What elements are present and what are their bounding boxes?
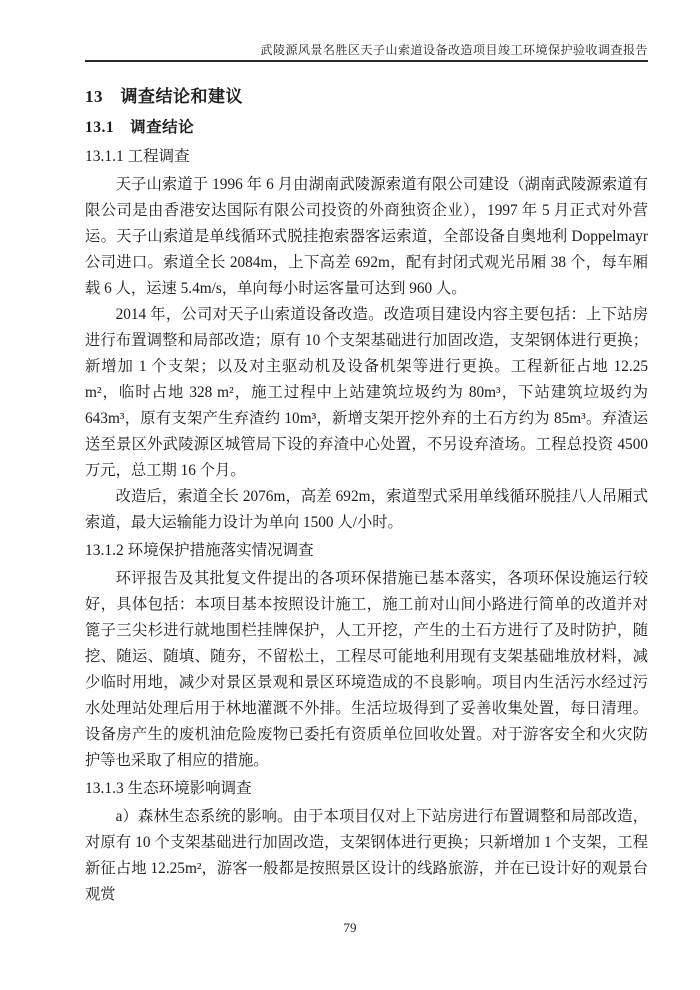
paragraph-cableway-construction: 天子山索道于 1996 年 6 月由湖南武陵源索道有限公司建设（湖南武陵源索道有限公司是由香港安达国际有限公司投资的外商独资企业），1997 年 5 月正式对外营运。天子山索道是单线循环式脱挂抱索器客运索道，全部设备自奥地利 Doppelmayr 公司进口。索道全长 2084m，上下高差 692m，配有封闭式观光吊厢 38 个，每车厢载 6 人，运速 5.4m/s，单向每小时运客量可达到 960 人。 [85,176,648,297]
paragraph-after-renovation: 改造后，索道全长 2076m，高差 692m，索道型式采用单线循环脱挂八人吊厢式索道，最大运输能力设计为单向 1500 人/小时。 [85,488,648,531]
chapter-heading: 13 调查结论和建议 [85,87,243,106]
header-rule [85,60,648,62]
page-number: 79 [343,920,357,935]
running-header [85,41,648,58]
paragraph-renovation-2014: 2014 年，公司对天子山索道设备改造。改造项目建设内容主要包括：上下站房进行布置调整和局部改造；原有 10 个支架基础进行加固改造，支架钢体进行更换；新增加 1 个支架；以及对主驱动机及设备机架等进行更换。工程新征占地 12.25 m²，临时占地 328 m²，施工过程中上站建筑垃圾约为 80m³，下站建筑垃圾约为 643m³，原有支架产生弃渣约 10m³，新增支架开挖外弃的土石方约为 85m³。弃渣运送至景区外武陵源区城管局下设的弃渣中心处置，不另设弃渣场。工程总投资 4500 万元，总工期 16 个月。 [85,306,648,479]
page-footer [0,920,700,936]
subsection-heading-13-1-1: 13.1.1 工程调查 [85,148,190,165]
section-heading-13-1: 13.1 调查结论 [85,119,195,136]
paragraph-env-protection-measures: 环评报告及其批复文件提出的各项环保措施已基本落实，各项环保设施运行较好，具体包括：本项目基本按照设计施工，施工前对山间小路进行简单的改道并对篦子三尖杉进行就地围栏挂牌保护，人工开挖，产生的土石方进行了及时防护，随挖、随运、随填、随夯，不留松土，工程尽可能地利用现有支架基础堆放材料，减少临时用地，减少对景区景观和景区环境造成的不良影响。项目内生活污水经过污水处理站处理后用于林地灌溉不外排。生活垃圾得到了妥善收集处置，每日清理。设备房产生的废机油危险废物已委托有资质单位回收处置。对于游客安全和火灾防护等也采取了相应的措施。 [85,570,648,769]
document-body [85,79,648,908]
paragraph-eco-impact: a）森林生态系统的影响。由于本项目仅对上下站房进行布置调整和局部改造，对原有 10 个支架基础进行加固改造，支架钢体进行更换；只新增加 1 个支架，工程新征占地 12.25m²，游客一般都是按照景区设计的线路旅游，并在已设计好的观景台观赏 [85,808,648,903]
subsection-heading-13-1-3: 13.1.3 生态环境影响调查 [85,780,252,797]
running-header-title: 武陵源风景名胜区天子山索道设备改造项目竣工环境保护验收调查报告 [260,43,648,57]
subsection-heading-13-1-2: 13.1.2 环境保护措施落实情况调查 [85,542,314,559]
